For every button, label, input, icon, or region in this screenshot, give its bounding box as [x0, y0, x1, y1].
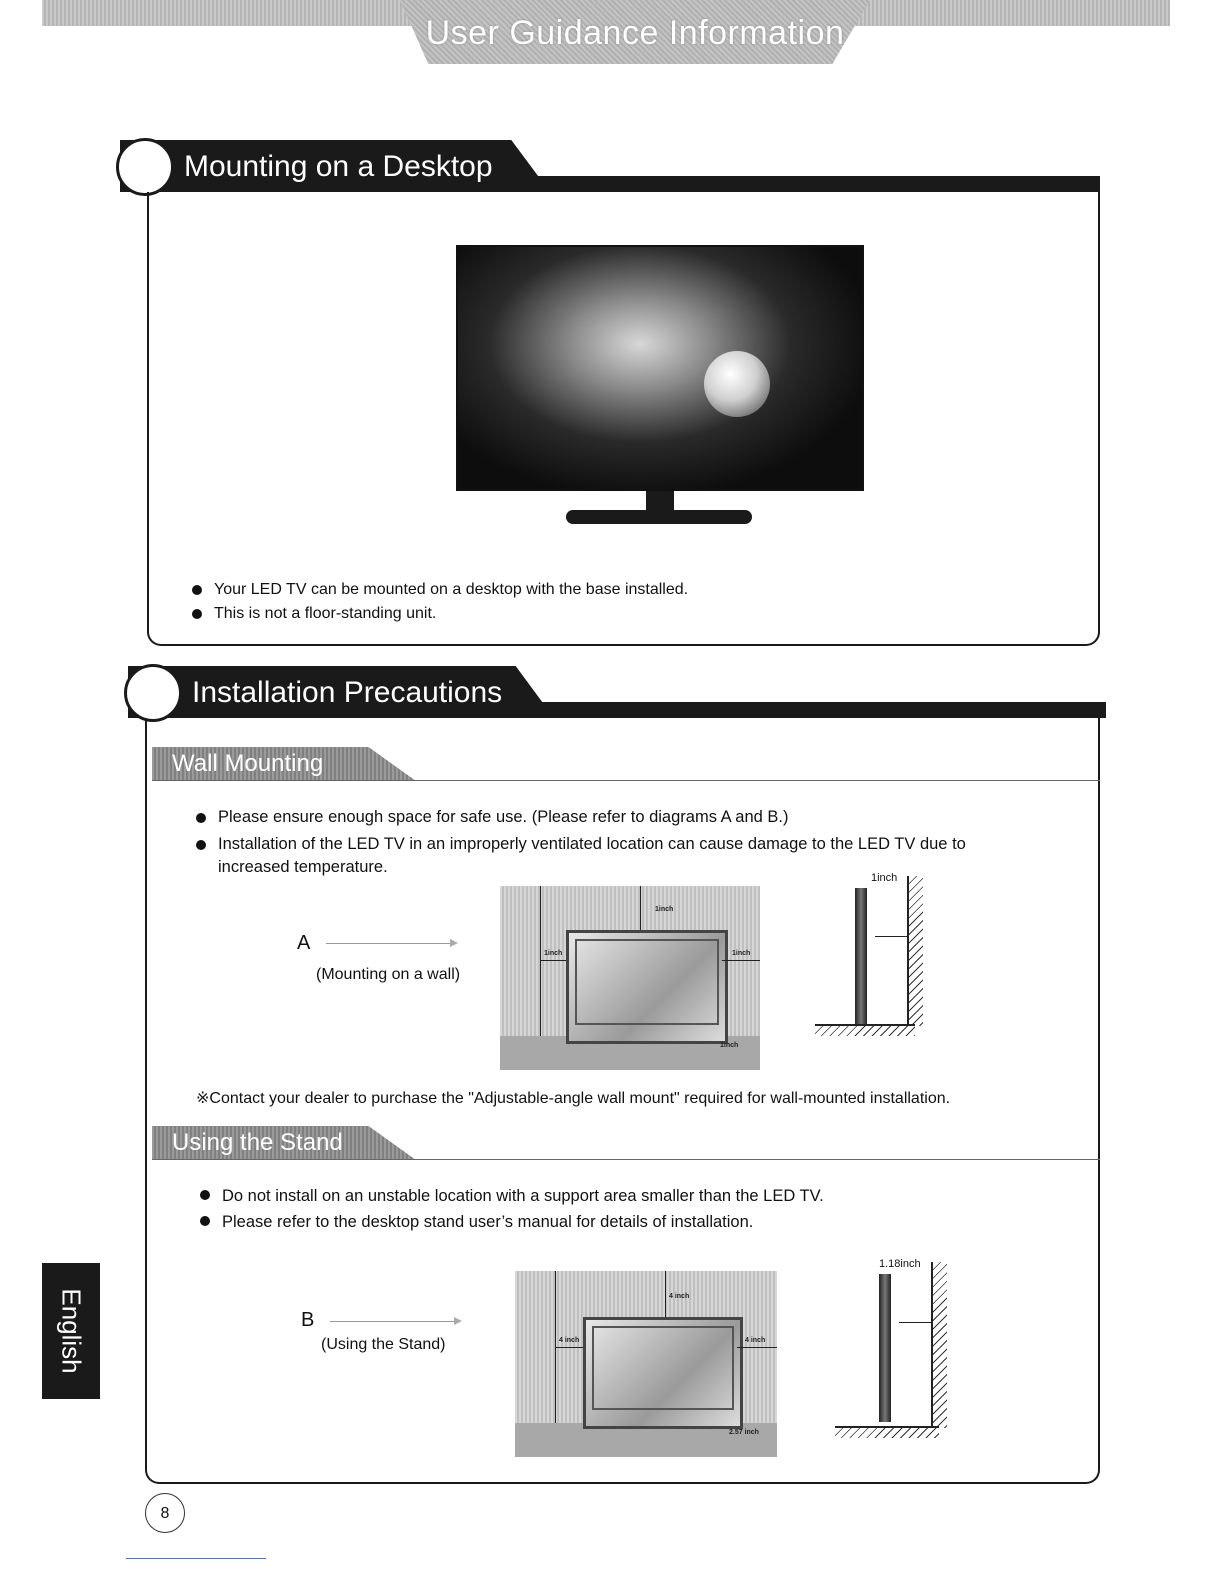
- wall-mount-side-diagram: [815, 866, 925, 1036]
- list-item: Do not install on an unstable location with a support area smaller than the LED TV.: [200, 1183, 980, 1209]
- bullet-icon: [192, 609, 202, 619]
- diagram-a-caption: (Mounting on a wall): [316, 966, 461, 983]
- bottom-gap-label: 2.57 inch: [729, 1429, 759, 1436]
- bullet-icon: [196, 840, 206, 850]
- wall-mounting-heading: [152, 747, 1100, 781]
- page-header-title: User Guidance Information: [425, 14, 845, 52]
- precautions-section-title: Installation Precautions: [192, 676, 503, 709]
- right-gap-label: 1inch: [732, 950, 751, 957]
- using-stand-title: Using the Stand: [172, 1129, 343, 1156]
- list-item: Please ensure enough space for safe use. (Please refer to diagrams A and B.): [196, 806, 976, 829]
- wall-mount-front-diagram: [500, 886, 760, 1070]
- tv-side-profile: [855, 888, 867, 1024]
- bullet-icon: [192, 585, 202, 595]
- diagram-a-arrow-icon: [326, 943, 452, 944]
- list-item: This is not a floor-standing unit.: [192, 602, 952, 626]
- bullet-icon: [200, 1190, 210, 1200]
- stand-side-diagram: [835, 1252, 947, 1438]
- bullet-icon: [200, 1216, 210, 1226]
- diagram-b-arrow-icon: [330, 1321, 456, 1322]
- list-item: Your LED TV can be mounted on a desktop with the base installed.: [192, 578, 952, 602]
- list-item: Please refer to the desktop stand user’s manual for details of installation.: [200, 1209, 980, 1235]
- right-gap-label: 4 inch: [745, 1337, 766, 1344]
- language-tab-label: English: [56, 1288, 87, 1374]
- tv-side-profile: [879, 1274, 891, 1422]
- bottom-gap-label: 1inch: [720, 1042, 739, 1049]
- tv-stand-base: [566, 510, 752, 524]
- precautions-section-heading: [128, 666, 1106, 718]
- wall-mount-note: ※Contact your dealer to purchase the "Adjustable-angle wall mount" required for wall-mounted installation.: [196, 1090, 951, 1107]
- language-tab: [42, 1263, 100, 1399]
- soccer-ball-icon: [704, 351, 770, 417]
- top-gap-label: 1inch: [655, 906, 674, 913]
- tv-desktop-image: [456, 245, 864, 491]
- top-gap-label: 4 inch: [669, 1293, 690, 1300]
- list-item: Installation of the LED TV in an improperly ventilated location can cause damage to the LED TV due to increased temperature.: [196, 833, 976, 879]
- desktop-section-heading: [120, 140, 1100, 192]
- section-circle-icon: [116, 138, 174, 196]
- bullet-icon: [196, 813, 206, 823]
- wall-mounting-title: Wall Mounting: [172, 750, 324, 777]
- side-gap-label: 1.18inch: [879, 1258, 921, 1270]
- desktop-section-title: Mounting on a Desktop: [184, 150, 493, 183]
- footer-rule: [126, 1558, 266, 1559]
- stand-front-diagram: [515, 1271, 777, 1457]
- tv-front-outline: [583, 1317, 743, 1429]
- page-number: 8: [145, 1493, 185, 1533]
- diagram-b-caption: (Using the Stand): [321, 1336, 446, 1353]
- desktop-bullet-list: [192, 578, 952, 626]
- left-gap-label: 4 inch: [559, 1337, 580, 1344]
- diagram-a-letter: A: [297, 932, 311, 954]
- left-gap-label: 1inch: [544, 950, 563, 957]
- diagram-b-letter: B: [301, 1309, 315, 1331]
- tv-front-outline: [566, 930, 728, 1044]
- section-circle-icon: [124, 664, 182, 722]
- using-stand-heading: [152, 1126, 1100, 1160]
- using-stand-bullet-list: [200, 1183, 980, 1235]
- side-gap-label: 1inch: [871, 872, 898, 884]
